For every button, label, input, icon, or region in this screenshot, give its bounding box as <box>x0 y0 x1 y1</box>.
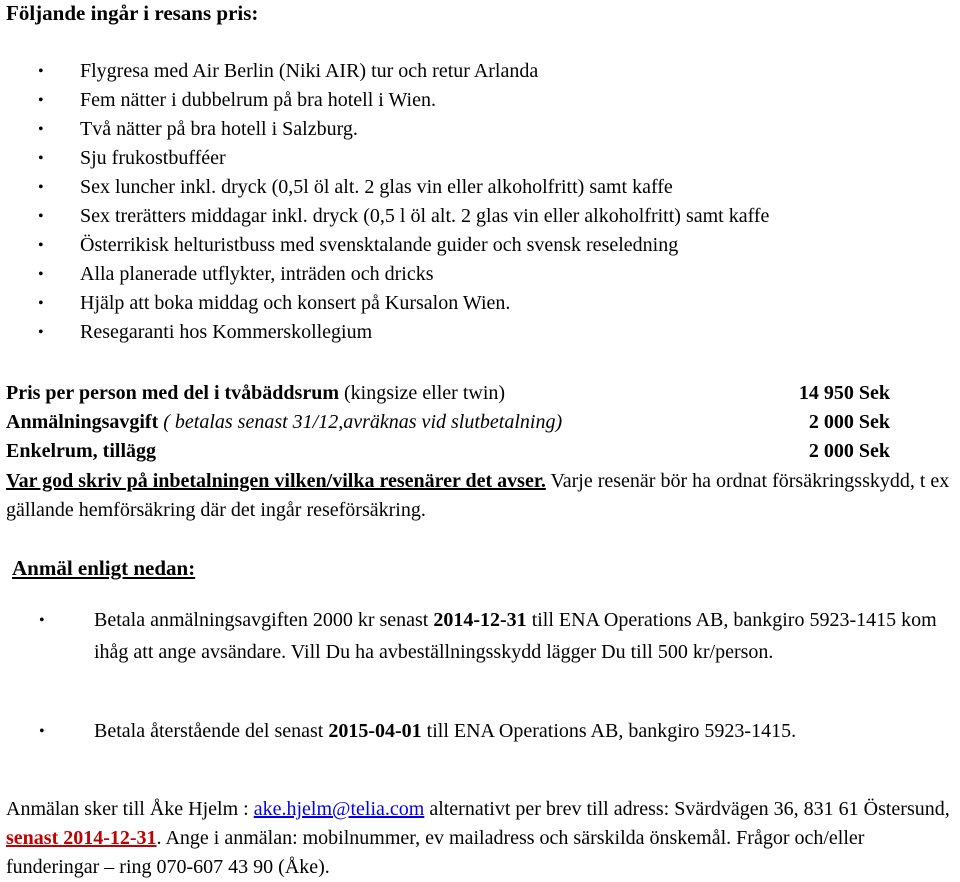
bullet-icon: • <box>39 612 45 629</box>
price-note: (kingsize eller twin) <box>343 382 506 404</box>
list-item-text: Fem nätter i dubbelrum på bra hotell i Wien. <box>80 89 436 111</box>
list-item-text: Två nätter på bra hotell i Salzburg. <box>80 118 358 140</box>
list-item <box>38 203 769 232</box>
list-item-text: Flygresa med Air Berlin (Niki AIR) tur och retur Arlanda <box>80 60 539 82</box>
bullet-icon: • <box>38 208 44 225</box>
contact-post: . Ange i anmälan: mobilnummer, ev mailadress och särskilda önskemål. Frågor och/eller funderingar – ring 070-607 43 90 (Åke). <box>6 827 865 878</box>
bullet-icon: • <box>38 266 44 283</box>
step-1-pre: Betala anmälningsavgiften 2000 kr senast <box>94 609 434 631</box>
fee-note: ( betalas senast 31/12,avräknas vid slutbetalning) <box>163 411 563 433</box>
email-link[interactable]: ake.hjelm@telia.com <box>253 798 425 820</box>
fee-amount: 2 000 Sek <box>808 411 890 433</box>
page-heading: Följande ingår i resans pris: <box>6 1 259 25</box>
bullet-icon: • <box>38 92 44 109</box>
list-item-text: Alla planerade utflykter, inträden och dricks <box>80 263 434 285</box>
list-item-text: Österrikisk helturistbuss med svensktalande guider och svensk reseledning <box>80 234 679 256</box>
price-amount: 14 950 Sek <box>798 382 890 404</box>
step-2 <box>39 715 954 747</box>
step-1 <box>39 604 954 668</box>
deadline-text: senast 2014-12-31 <box>6 827 157 849</box>
contact-paragraph <box>6 795 956 882</box>
price-row-per-person <box>6 380 960 409</box>
contact-mid: alternativt per brev till adress: Svärdvägen 36, 831 61 Östersund, <box>424 798 950 820</box>
contact-pre: Anmälan sker till Åke Hjelm : <box>6 798 254 820</box>
notice-text: Varje resenär bör ha ordnat försäkringsskydd, t ex gällande hemförsäkring där det ingår reseförsäkring. <box>6 470 950 521</box>
bullet-icon: • <box>38 150 44 167</box>
list-item <box>38 145 769 174</box>
bullet-icon: • <box>38 295 44 312</box>
bullet-icon: • <box>38 121 44 138</box>
bullet-icon: • <box>38 179 44 196</box>
list-item <box>38 261 769 290</box>
list-item <box>38 174 769 203</box>
list-item <box>38 232 769 261</box>
list-item <box>38 87 769 116</box>
price-row-fee <box>6 409 960 438</box>
price-label: Pris per person med del i tvåbäddsrum <box>6 382 339 404</box>
list-item <box>38 319 769 348</box>
list-item <box>38 116 769 145</box>
single-label: Enkelrum, tillägg <box>6 440 157 462</box>
register-heading: Anmäl enligt nedan: <box>12 556 196 580</box>
payment-notice <box>6 467 956 525</box>
list-item-text: Hjälp att boka middag och konsert på Kursalon Wien. <box>80 292 511 314</box>
notice-underlined: Var god skriv på inbetalningen vilken/vilka resenärer det avser. <box>6 470 546 492</box>
list-item-text: Sju frukostbufféer <box>80 147 226 169</box>
list-item-text: Sex trerätters middagar inkl. dryck (0,5 l öl alt. 2 glas vin eller alkoholfritt) samt kaffe <box>80 205 770 227</box>
price-row-single <box>6 438 960 467</box>
bullet-icon: • <box>38 237 44 254</box>
bullet-icon: • <box>38 63 44 80</box>
list-item <box>38 290 769 319</box>
fee-label: Anmälningsavgift <box>6 411 159 433</box>
step-2-pre: Betala återstående del senast <box>94 720 329 742</box>
step-1-date: 2014-12-31 <box>433 609 527 631</box>
step-1-post: till ENA Operations AB, bankgiro 5923-1415 kom ihåg att ange avsändare. Vill Du ha avbeställningsskydd lägger Du till 500 kr/person. <box>94 609 937 663</box>
bullet-icon: • <box>39 723 45 740</box>
step-2-date: 2015-04-01 <box>328 720 422 742</box>
step-2-post: till ENA Operations AB, bankgiro 5923-1415. <box>421 720 797 742</box>
single-amount: 2 000 Sek <box>808 440 890 462</box>
list-item-text: Sex luncher inkl. dryck (0,5l öl alt. 2 glas vin eller alkoholfritt) samt kaffe <box>80 176 673 198</box>
list-item-text: Resegaranti hos Kommerskollegium <box>80 321 373 343</box>
list-item <box>38 58 769 87</box>
bullet-icon: • <box>38 324 44 341</box>
included-list <box>38 58 769 348</box>
